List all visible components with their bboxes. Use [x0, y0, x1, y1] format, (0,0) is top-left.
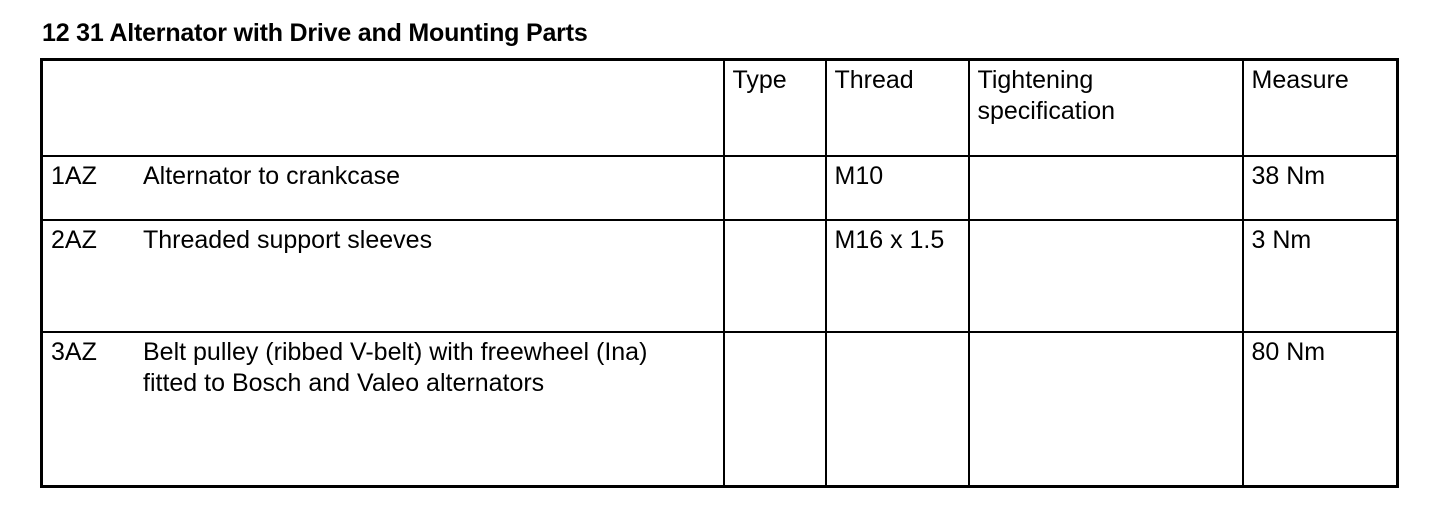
cell-description [42, 220, 724, 332]
item-description: Alternator to crankcase [143, 162, 401, 190]
cell-thread: M10 [826, 156, 969, 220]
item-description: Threaded support sleeves [143, 226, 433, 254]
table-row [42, 220, 1398, 332]
column-header-tightening: Tightening specification [969, 60, 1243, 157]
specification-table [40, 58, 1399, 488]
cell-thread [826, 332, 969, 487]
cell-type [724, 220, 826, 332]
cell-measure: 80 Nm [1243, 332, 1398, 487]
item-identifier: 3AZ [51, 338, 97, 366]
cell-tightening [969, 332, 1243, 487]
cell-description [42, 332, 724, 487]
table-row [42, 156, 1398, 220]
page-title: 12 31 Alternator with Drive and Mounting Parts [42, 19, 588, 47]
cell-thread: M16 x 1.5 [826, 220, 969, 332]
cell-type [724, 332, 826, 487]
column-header-description [42, 60, 724, 157]
cell-measure: 38 Nm [1243, 156, 1398, 220]
item-identifier: 2AZ [51, 226, 97, 254]
column-header-type: Type [724, 60, 826, 157]
item-description: Belt pulley (ribbed V-belt) with freewheel (Ina) fitted to Bosch and Valeo alternators [143, 338, 648, 398]
table-row [42, 332, 1398, 487]
item-identifier: 1AZ [51, 162, 97, 190]
cell-description [42, 156, 724, 220]
column-header-thread: Thread [826, 60, 969, 157]
column-header-measure: Measure [1243, 60, 1398, 157]
cell-tightening [969, 156, 1243, 220]
cell-tightening [969, 220, 1243, 332]
table-header-row [42, 60, 1398, 157]
cell-measure: 3 Nm [1243, 220, 1398, 332]
cell-type [724, 156, 826, 220]
